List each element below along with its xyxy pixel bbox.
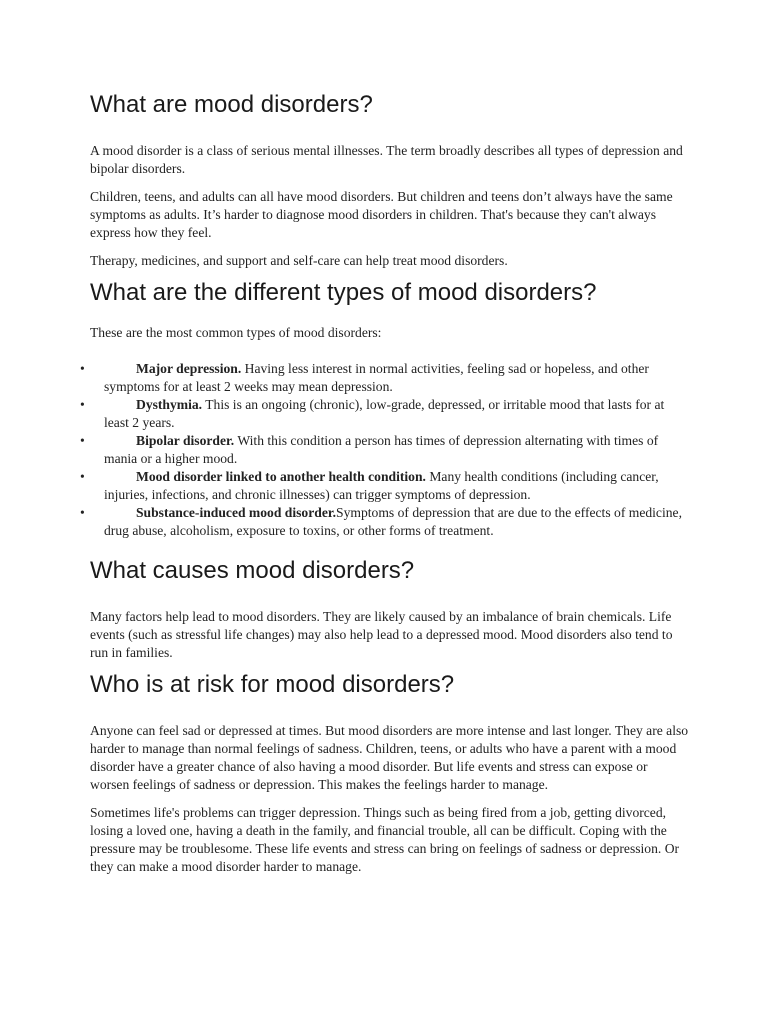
section-heading-types: What are the different types of mood disorders? [90, 279, 597, 306]
list-item [80, 360, 690, 396]
list-item-term: Dysthymia. [136, 397, 203, 412]
paragraph: Sometimes life's problems can trigger depression. Things such as being fired from a job, getting divorced, losing a loved one, having a death in the family, and financial trouble, all can be difficult. Coping with the pressure may be troublesome. These life events and stress can bring on feelings of sadness or depression. Or they can make a mood disorder harder to manage. [90, 805, 680, 874]
types-list [80, 360, 690, 540]
bullet-icon: • [80, 361, 85, 376]
list-item-text: Symptoms of depression that are due to the effects of medicine, drug abuse, alcoholism, exposure to toxins, or other forms of treatment. [104, 505, 682, 538]
list-item-text: Having less interest in normal activities, feeling sad or hopeless, and other symptoms for at least 2 weeks may mean depression. [104, 361, 649, 394]
paragraph: Anyone can feel sad or depressed at times. But mood disorders are more intense and last longer. They are also harder to manage than normal feelings of sadness. Children, teens, or adults who have a parent with a mood disorder have a greater chance of also having a mood disorder. But life events and stress can expose or worsen feelings of sadness or depression. This makes the feelings harder to manage. [90, 723, 689, 792]
list-item-text: With this condition a person has times of depression alternating with times of mania or a higher mood. [104, 433, 659, 466]
list-item-term: Mood disorder linked to another health condition. [136, 469, 426, 484]
list-item-text: Many health conditions (including cancer, injuries, infections, and chronic illnesses) can trigger symptoms of depression. [104, 469, 659, 502]
section-heading-causes: What causes mood disorders? [90, 557, 415, 584]
list-item-term: Bipolar disorder. [136, 433, 235, 448]
paragraph: Therapy, medicines, and support and self-care can help treat mood disorders. [90, 253, 508, 268]
list-item [80, 432, 690, 468]
list-item-term: Major depression. [136, 361, 242, 376]
list-item [80, 396, 690, 432]
paragraph: A mood disorder is a class of serious mental illnesses. The term broadly describes all types of depression and bipolar disorders. [90, 143, 683, 176]
list-item [80, 468, 690, 504]
list-item-text: This is an ongoing (chronic), low-grade, depressed, or irritable mood that lasts for at least 2 years. [104, 397, 665, 430]
paragraph: These are the most common types of mood disorders: [90, 325, 382, 340]
bullet-icon: • [80, 397, 85, 412]
bullet-icon: • [80, 433, 85, 448]
list-item [80, 504, 690, 540]
list-item-term: Substance-induced mood disorder. [136, 505, 337, 520]
bullet-icon: • [80, 505, 85, 520]
paragraph: Children, teens, and adults can all have mood disorders. But children and teens don’t always have the same symptoms as adults. It’s harder to diagnose mood disorders in children. That's because they can't always express how they feel. [90, 189, 673, 240]
document-body [80, 88, 690, 876]
section-heading-risk: Who is at risk for mood disorders? [90, 671, 455, 698]
paragraph: Many factors help lead to mood disorders. They are likely caused by an imbalance of brain chemicals. Life events (such as stressful life changes) may also help lead to a depressed mood. Mood disorders also tend to run in families. [90, 609, 673, 660]
section-heading-what-are: What are mood disorders? [90, 91, 373, 118]
bullet-icon: • [80, 469, 85, 484]
